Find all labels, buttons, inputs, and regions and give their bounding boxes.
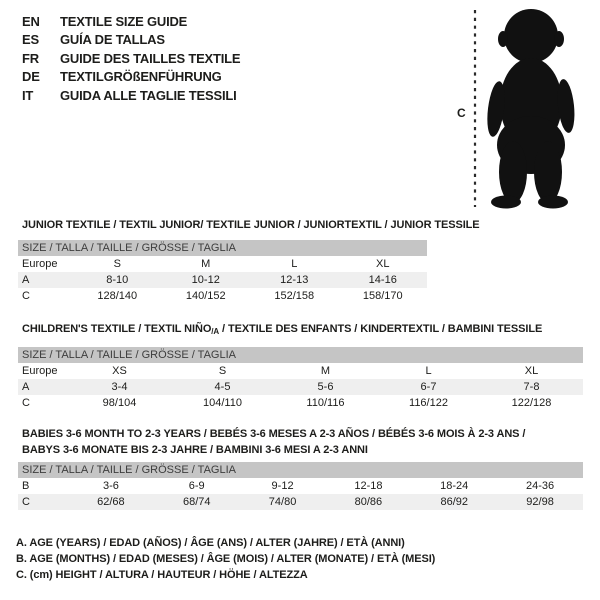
toddler-silhouette-body bbox=[485, 9, 577, 209]
language-row-it bbox=[22, 86, 240, 105]
row-label: A bbox=[22, 274, 30, 286]
table-cell: XL bbox=[376, 258, 390, 270]
table-cell: 6-9 bbox=[188, 480, 205, 492]
table-cell: 6-7 bbox=[420, 381, 437, 393]
language-code: FR bbox=[22, 50, 39, 66]
guide-title: GUIDE DES TAILLES TEXTILE bbox=[60, 50, 241, 66]
table-cell: 158/170 bbox=[362, 290, 403, 302]
language-title-list bbox=[22, 12, 240, 105]
footnote-list bbox=[16, 535, 435, 584]
junior-size-table bbox=[18, 240, 427, 304]
table-cell: 12-13 bbox=[280, 274, 309, 286]
row-label: C bbox=[22, 397, 30, 409]
children-title-post: / TEXTILE DES ENFANTS / KINDERTEXTIL / BAMBINI TESSILE bbox=[219, 323, 543, 335]
height-measure-label: C bbox=[457, 106, 466, 120]
language-code: ES bbox=[22, 32, 39, 48]
table-cell: 62/68 bbox=[97, 496, 125, 508]
table-cell: 14-16 bbox=[368, 274, 397, 286]
table-cell: 24-36 bbox=[525, 480, 555, 492]
children-title-pre: CHILDREN'S TEXTILE / TEXTIL NIÑO bbox=[22, 323, 212, 335]
footnote-c: C. (cm) HEIGHT / ALTURA / HAUTEUR / HÖHE / ALTEZZA bbox=[16, 569, 308, 582]
table-cell: 80/86 bbox=[354, 496, 383, 508]
table-row bbox=[18, 395, 583, 411]
table-row bbox=[18, 256, 427, 272]
language-row-en bbox=[22, 12, 240, 31]
size-header-bar: SIZE / TALLA / TAILLE / GRÖSSE / TAGLIA bbox=[18, 462, 583, 478]
size-header-bar: SIZE / TALLA / TAILLE / GRÖSSE / TAGLIA bbox=[18, 240, 427, 256]
table-cell: 116/122 bbox=[409, 397, 448, 409]
table-row bbox=[18, 272, 427, 288]
junior-table-title: JUNIOR TEXTILE / TEXTIL JUNIOR/ TEXTILE JUNIOR / JUNIORTEXTIL / JUNIOR TESSILE bbox=[22, 219, 480, 231]
row-label: A bbox=[22, 381, 30, 393]
row-label: Europe bbox=[22, 365, 58, 377]
language-row-de bbox=[22, 68, 240, 87]
table-cell: 128/140 bbox=[97, 290, 138, 302]
footnote-a: A. AGE (YEARS) / EDAD (AÑOS) / ÂGE (ANS) / ALTER (JAHRE) / ETÀ (ANNI) bbox=[16, 537, 405, 549]
table-row bbox=[18, 379, 583, 395]
table-cell: XL bbox=[524, 365, 539, 377]
table-cell: 68/74 bbox=[182, 496, 211, 508]
language-code: DE bbox=[22, 69, 40, 85]
table-cell: L bbox=[425, 365, 432, 377]
table-cell: 92/98 bbox=[526, 496, 554, 508]
table-cell: 12-18 bbox=[354, 480, 383, 492]
footnote-b: B. AGE (MONTHS) / EDAD (MESES) / ÂGE (MOIS) / ALTER (MONATE) / ETÀ (MESI) bbox=[16, 553, 436, 566]
row-label: C bbox=[22, 496, 30, 508]
table-cell: 104/110 bbox=[203, 397, 242, 409]
guide-title: TEXTILGRÖßENFÜHRUNG bbox=[60, 69, 222, 85]
table-cell: 10-12 bbox=[191, 274, 220, 286]
table-cell: 3-4 bbox=[111, 381, 128, 393]
table-cell: 98/104 bbox=[102, 397, 137, 409]
table-row bbox=[18, 478, 583, 494]
babies-title-line2: BABYS 3-6 MONATE BIS 2-3 JAHRE / BAMBINI 3-6 MESI A 2-3 ANNI bbox=[22, 444, 368, 456]
table-cell: S bbox=[113, 258, 121, 270]
table-cell: 9-12 bbox=[271, 480, 294, 492]
table-cell: 110/116 bbox=[306, 397, 345, 409]
table-row bbox=[18, 288, 427, 304]
table-cell: 152/158 bbox=[274, 290, 315, 302]
table-cell: 7-8 bbox=[523, 381, 540, 393]
language-code: IT bbox=[22, 87, 34, 103]
language-row-fr bbox=[22, 49, 240, 68]
table-cell: 8-10 bbox=[106, 274, 129, 286]
row-label: Europe bbox=[22, 258, 58, 270]
babies-size-table bbox=[18, 462, 583, 510]
row-label: B bbox=[22, 480, 30, 492]
babies-table-title bbox=[22, 426, 525, 458]
table-cell: 4-5 bbox=[214, 381, 231, 393]
table-cell: L bbox=[291, 258, 298, 270]
table-cell: 5-6 bbox=[317, 381, 334, 393]
guide-title: GUIDA ALLE TAGLIE TESSILI bbox=[60, 87, 237, 103]
table-cell: S bbox=[218, 365, 227, 377]
table-cell: 140/152 bbox=[185, 290, 226, 302]
table-cell: M bbox=[320, 365, 331, 377]
table-row bbox=[18, 494, 583, 510]
guide-title: GUÍA DE TALLAS bbox=[60, 32, 165, 48]
guide-title: TEXTILE SIZE GUIDE bbox=[60, 13, 188, 29]
children-table-title bbox=[22, 321, 542, 340]
table-cell: 18-24 bbox=[440, 480, 469, 492]
table-row bbox=[18, 363, 583, 379]
language-code: EN bbox=[22, 13, 40, 29]
table-cell: 74/80 bbox=[268, 496, 297, 508]
table-cell: 3-6 bbox=[102, 480, 119, 492]
children-title-subscript: /A bbox=[211, 327, 220, 336]
table-cell: 122/128 bbox=[511, 397, 552, 409]
table-cell: M bbox=[201, 258, 211, 270]
row-label: C bbox=[22, 290, 30, 302]
size-header-bar: SIZE / TALLA / TAILLE / GRÖSSE / TAGLIA bbox=[18, 347, 583, 363]
babies-title-line1: BABIES 3-6 MONTH TO 2-3 YEARS / BEBÉS 3-6 MESES A 2-3 AÑOS / BÉBÉS 3-6 MOIS À 2-3 ANS / bbox=[22, 428, 526, 440]
children-size-table bbox=[18, 347, 583, 411]
table-cell: 86/92 bbox=[440, 496, 468, 508]
language-row-es bbox=[22, 31, 240, 50]
table-cell: XS bbox=[112, 365, 127, 377]
